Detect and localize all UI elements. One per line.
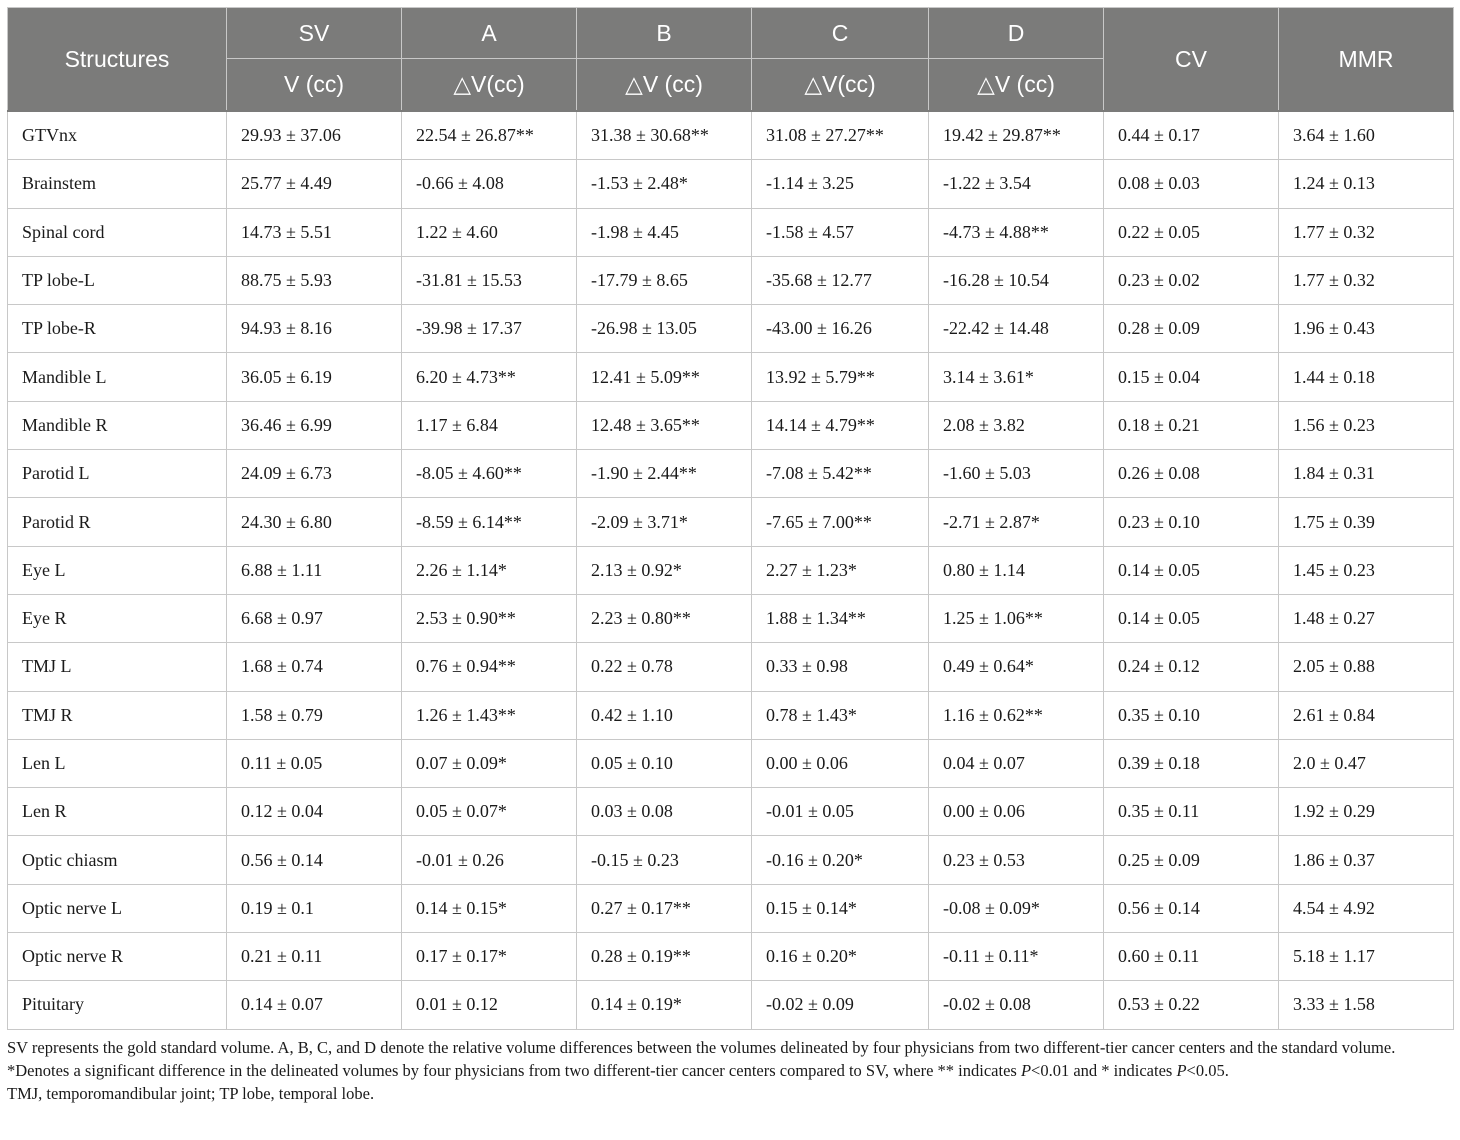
cell-mmr: 3.33 ± 1.58 (1279, 981, 1454, 1029)
footnote-p-symbol-2: P (1176, 1061, 1187, 1080)
cell-cv: 0.53 ± 0.22 (1104, 981, 1279, 1029)
cell-cv: 0.35 ± 0.10 (1104, 691, 1279, 739)
table-row (8, 353, 1454, 401)
table-row (8, 111, 1454, 160)
cell-c: 14.14 ± 4.79** (752, 401, 929, 449)
cell-mmr: 2.61 ± 0.84 (1279, 691, 1454, 739)
table-row (8, 450, 1454, 498)
cell-sv: 0.12 ± 0.04 (227, 788, 402, 836)
cell-a: 2.26 ± 1.14* (402, 546, 577, 594)
cell-a: 6.20 ± 4.73** (402, 353, 577, 401)
cell-cv: 0.22 ± 0.05 (1104, 208, 1279, 256)
table-row (8, 305, 1454, 353)
cell-structure: TP lobe-L (8, 256, 227, 304)
cell-mmr: 1.92 ± 0.29 (1279, 788, 1454, 836)
cell-structure: GTVnx (8, 111, 227, 160)
cell-d: -0.02 ± 0.08 (929, 981, 1104, 1029)
cell-sv: 14.73 ± 5.51 (227, 208, 402, 256)
table-row (8, 788, 1454, 836)
cell-cv: 0.18 ± 0.21 (1104, 401, 1279, 449)
cell-d: -2.71 ± 2.87* (929, 498, 1104, 546)
cell-b: -1.53 ± 2.48* (577, 160, 752, 208)
cell-mmr: 2.0 ± 0.47 (1279, 739, 1454, 787)
cell-mmr: 1.44 ± 0.18 (1279, 353, 1454, 401)
cell-c: -1.58 ± 4.57 (752, 208, 929, 256)
cell-structure: Optic chiasm (8, 836, 227, 884)
header-cv: CV (1104, 8, 1279, 112)
footnote-significance-text-2: <0.01 and * indicates (1031, 1061, 1177, 1080)
cell-sv: 0.11 ± 0.05 (227, 739, 402, 787)
cell-sv: 24.30 ± 6.80 (227, 498, 402, 546)
header-c: C (752, 8, 929, 59)
cell-a: 0.17 ± 0.17* (402, 933, 577, 981)
cell-b: 0.22 ± 0.78 (577, 643, 752, 691)
cell-d: 19.42 ± 29.87** (929, 111, 1104, 160)
header-d-unit: △V (cc) (929, 59, 1104, 112)
cell-d: 1.16 ± 0.62** (929, 691, 1104, 739)
cell-sv: 36.46 ± 6.99 (227, 401, 402, 449)
cell-b: -26.98 ± 13.05 (577, 305, 752, 353)
cell-cv: 0.24 ± 0.12 (1104, 643, 1279, 691)
cell-d: 0.80 ± 1.14 (929, 546, 1104, 594)
cell-a: 0.76 ± 0.94** (402, 643, 577, 691)
cell-c: 0.16 ± 0.20* (752, 933, 929, 981)
cell-cv: 0.08 ± 0.03 (1104, 160, 1279, 208)
cell-sv: 24.09 ± 6.73 (227, 450, 402, 498)
cell-mmr: 1.86 ± 0.37 (1279, 836, 1454, 884)
cell-c: -7.65 ± 7.00** (752, 498, 929, 546)
footnote-sv: SV represents the gold standard volume. A, B, C, and D denote the relative volume differences between the volumes delineated by four physicians from two different-tier cancer centers and the standard volume. (7, 1038, 1396, 1057)
cell-c: 1.88 ± 1.34** (752, 594, 929, 642)
cell-b: 0.27 ± 0.17** (577, 884, 752, 932)
cell-b: 2.13 ± 0.92* (577, 546, 752, 594)
cell-cv: 0.39 ± 0.18 (1104, 739, 1279, 787)
cell-c: 2.27 ± 1.23* (752, 546, 929, 594)
cell-b: -2.09 ± 3.71* (577, 498, 752, 546)
cell-c: 31.08 ± 27.27** (752, 111, 929, 160)
cell-cv: 0.14 ± 0.05 (1104, 546, 1279, 594)
cell-mmr: 1.75 ± 0.39 (1279, 498, 1454, 546)
cell-structure: Optic nerve L (8, 884, 227, 932)
cell-d: 2.08 ± 3.82 (929, 401, 1104, 449)
header-sv-unit: V (cc) (227, 59, 402, 112)
table-row (8, 884, 1454, 932)
cell-structure: Brainstem (8, 160, 227, 208)
cell-sv: 0.19 ± 0.1 (227, 884, 402, 932)
cell-cv: 0.14 ± 0.05 (1104, 594, 1279, 642)
cell-c: -0.02 ± 0.09 (752, 981, 929, 1029)
cell-b: 0.05 ± 0.10 (577, 739, 752, 787)
cell-d: 0.04 ± 0.07 (929, 739, 1104, 787)
cell-sv: 0.14 ± 0.07 (227, 981, 402, 1029)
cell-structure: Len R (8, 788, 227, 836)
cell-sv: 94.93 ± 8.16 (227, 305, 402, 353)
table-row (8, 401, 1454, 449)
table-row (8, 160, 1454, 208)
cell-structure: Optic nerve R (8, 933, 227, 981)
cell-d: -22.42 ± 14.48 (929, 305, 1104, 353)
cell-a: -0.01 ± 0.26 (402, 836, 577, 884)
table-row (8, 643, 1454, 691)
cell-a: -0.66 ± 4.08 (402, 160, 577, 208)
cell-a: -8.59 ± 6.14** (402, 498, 577, 546)
footnote-significance (7, 1059, 1453, 1082)
cell-sv: 0.56 ± 0.14 (227, 836, 402, 884)
cell-c: 0.15 ± 0.14* (752, 884, 929, 932)
cell-c: 0.00 ± 0.06 (752, 739, 929, 787)
table-row (8, 208, 1454, 256)
table-row (8, 594, 1454, 642)
cell-a: -8.05 ± 4.60** (402, 450, 577, 498)
table-body (8, 111, 1454, 1029)
cell-d: 1.25 ± 1.06** (929, 594, 1104, 642)
table-row (8, 546, 1454, 594)
cell-sv: 6.88 ± 1.11 (227, 546, 402, 594)
cell-b: 0.42 ± 1.10 (577, 691, 752, 739)
cell-cv: 0.23 ± 0.10 (1104, 498, 1279, 546)
cell-cv: 0.60 ± 0.11 (1104, 933, 1279, 981)
cell-sv: 25.77 ± 4.49 (227, 160, 402, 208)
cell-d: -1.60 ± 5.03 (929, 450, 1104, 498)
cell-b: -17.79 ± 8.65 (577, 256, 752, 304)
header-structures: Structures (8, 8, 227, 112)
cell-structure: Pituitary (8, 981, 227, 1029)
cell-cv: 0.23 ± 0.02 (1104, 256, 1279, 304)
cell-b: 0.14 ± 0.19* (577, 981, 752, 1029)
cell-structure: Parotid L (8, 450, 227, 498)
cell-mmr: 1.77 ± 0.32 (1279, 208, 1454, 256)
cell-c: -0.01 ± 0.05 (752, 788, 929, 836)
cell-d: -4.73 ± 4.88** (929, 208, 1104, 256)
cell-a: 0.14 ± 0.15* (402, 884, 577, 932)
cell-cv: 0.28 ± 0.09 (1104, 305, 1279, 353)
cell-c: -7.08 ± 5.42** (752, 450, 929, 498)
cell-structure: Mandible R (8, 401, 227, 449)
cell-b: 31.38 ± 30.68** (577, 111, 752, 160)
header-a-unit: △V(cc) (402, 59, 577, 112)
cell-structure: Parotid R (8, 498, 227, 546)
cell-d: -0.08 ± 0.09* (929, 884, 1104, 932)
cell-sv: 88.75 ± 5.93 (227, 256, 402, 304)
table-row (8, 739, 1454, 787)
cell-c: 0.33 ± 0.98 (752, 643, 929, 691)
cell-mmr: 5.18 ± 1.17 (1279, 933, 1454, 981)
volume-table (7, 7, 1454, 1030)
cell-cv: 0.44 ± 0.17 (1104, 111, 1279, 160)
cell-sv: 1.58 ± 0.79 (227, 691, 402, 739)
table-row (8, 691, 1454, 739)
cell-a: 1.26 ± 1.43** (402, 691, 577, 739)
cell-c: -0.16 ± 0.20* (752, 836, 929, 884)
header-sv: SV (227, 8, 402, 59)
cell-c: -43.00 ± 16.26 (752, 305, 929, 353)
table-container (7, 7, 1453, 1030)
header-a: A (402, 8, 577, 59)
cell-structure: Mandible L (8, 353, 227, 401)
cell-b: 2.23 ± 0.80** (577, 594, 752, 642)
cell-cv: 0.56 ± 0.14 (1104, 884, 1279, 932)
cell-mmr: 4.54 ± 4.92 (1279, 884, 1454, 932)
cell-c: 0.78 ± 1.43* (752, 691, 929, 739)
table-header (8, 8, 1454, 112)
cell-mmr: 3.64 ± 1.60 (1279, 111, 1454, 160)
cell-d: -0.11 ± 0.11* (929, 933, 1104, 981)
cell-a: 0.01 ± 0.12 (402, 981, 577, 1029)
cell-mmr: 1.48 ± 0.27 (1279, 594, 1454, 642)
cell-structure: Len L (8, 739, 227, 787)
cell-a: 0.07 ± 0.09* (402, 739, 577, 787)
cell-cv: 0.15 ± 0.04 (1104, 353, 1279, 401)
header-mmr: MMR (1279, 8, 1454, 112)
cell-structure: Eye R (8, 594, 227, 642)
cell-sv: 0.21 ± 0.11 (227, 933, 402, 981)
table-row (8, 256, 1454, 304)
cell-mmr: 1.84 ± 0.31 (1279, 450, 1454, 498)
cell-a: -31.81 ± 15.53 (402, 256, 577, 304)
table-row (8, 981, 1454, 1029)
cell-sv: 6.68 ± 0.97 (227, 594, 402, 642)
cell-mmr: 1.24 ± 0.13 (1279, 160, 1454, 208)
cell-a: 2.53 ± 0.90** (402, 594, 577, 642)
cell-d: -1.22 ± 3.54 (929, 160, 1104, 208)
cell-sv: 29.93 ± 37.06 (227, 111, 402, 160)
cell-structure: TP lobe-R (8, 305, 227, 353)
cell-b: -1.98 ± 4.45 (577, 208, 752, 256)
footnote-abbreviations: TMJ, temporomandibular joint; TP lobe, temporal lobe. (7, 1084, 375, 1103)
cell-a: 1.22 ± 4.60 (402, 208, 577, 256)
table-footnotes (7, 1036, 1453, 1105)
cell-mmr: 1.56 ± 0.23 (1279, 401, 1454, 449)
cell-a: 1.17 ± 6.84 (402, 401, 577, 449)
header-c-unit: △V(cc) (752, 59, 929, 112)
header-b: B (577, 8, 752, 59)
footnote-significance-text-1: *Denotes a significant difference in the delineated volumes by four physicians from two different-tier cancer centers compared to SV, where ** indicates (7, 1061, 1021, 1080)
cell-d: 0.00 ± 0.06 (929, 788, 1104, 836)
cell-c: -1.14 ± 3.25 (752, 160, 929, 208)
cell-cv: 0.25 ± 0.09 (1104, 836, 1279, 884)
cell-sv: 36.05 ± 6.19 (227, 353, 402, 401)
footnote-significance-text-3: <0.05. (1186, 1061, 1229, 1080)
table-row (8, 498, 1454, 546)
table-row (8, 836, 1454, 884)
cell-b: 0.28 ± 0.19** (577, 933, 752, 981)
cell-sv: 1.68 ± 0.74 (227, 643, 402, 691)
table-row (8, 933, 1454, 981)
cell-c: -35.68 ± 12.77 (752, 256, 929, 304)
cell-a: -39.98 ± 17.37 (402, 305, 577, 353)
cell-mmr: 1.77 ± 0.32 (1279, 256, 1454, 304)
cell-mmr: 1.45 ± 0.23 (1279, 546, 1454, 594)
cell-cv: 0.35 ± 0.11 (1104, 788, 1279, 836)
cell-b: -0.15 ± 0.23 (577, 836, 752, 884)
footnote-p-symbol-1: P (1020, 1061, 1032, 1080)
cell-b: 12.48 ± 3.65** (577, 401, 752, 449)
cell-b: -1.90 ± 2.44** (577, 450, 752, 498)
header-d: D (929, 8, 1104, 59)
cell-d: -16.28 ± 10.54 (929, 256, 1104, 304)
cell-a: 22.54 ± 26.87** (402, 111, 577, 160)
cell-d: 0.49 ± 0.64* (929, 643, 1104, 691)
cell-mmr: 2.05 ± 0.88 (1279, 643, 1454, 691)
cell-b: 0.03 ± 0.08 (577, 788, 752, 836)
cell-structure: Spinal cord (8, 208, 227, 256)
cell-d: 3.14 ± 3.61* (929, 353, 1104, 401)
cell-mmr: 1.96 ± 0.43 (1279, 305, 1454, 353)
cell-d: 0.23 ± 0.53 (929, 836, 1104, 884)
cell-cv: 0.26 ± 0.08 (1104, 450, 1279, 498)
cell-a: 0.05 ± 0.07* (402, 788, 577, 836)
cell-c: 13.92 ± 5.79** (752, 353, 929, 401)
cell-structure: TMJ R (8, 691, 227, 739)
cell-b: 12.41 ± 5.09** (577, 353, 752, 401)
cell-structure: Eye L (8, 546, 227, 594)
header-b-unit: △V (cc) (577, 59, 752, 112)
cell-structure: TMJ L (8, 643, 227, 691)
